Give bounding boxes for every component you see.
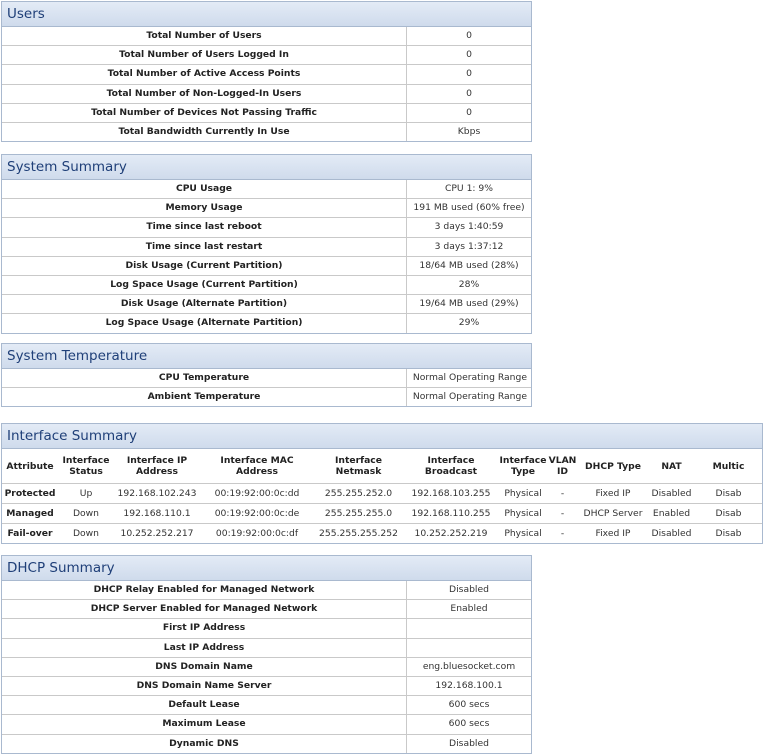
system-summary-row [2, 276, 531, 295]
interface-column-header: Interface MAC Address [200, 449, 314, 484]
system-summary-rows [2, 180, 531, 333]
interface-row [2, 484, 762, 504]
dhcp-summary-rows [2, 581, 531, 753]
interface-cell: Physical [499, 504, 547, 524]
interface-cell: Down [58, 504, 114, 524]
interface-attribute-cell: Managed [2, 504, 58, 524]
interface-column-header: Interface IP Address [114, 449, 200, 484]
interface-cell: Disabled [648, 484, 695, 504]
dhcp-summary-row-label: DNS Domain Name [2, 658, 407, 676]
system-summary-row-label: Memory Usage [2, 199, 407, 217]
interface-attribute-cell: Protected [2, 484, 58, 504]
system-summary-row-label: Disk Usage (Current Partition) [2, 257, 407, 275]
dhcp-summary-row-label: DHCP Relay Enabled for Managed Network [2, 581, 407, 599]
interface-cell: 255.255.252.0 [314, 484, 403, 504]
system-summary-row-label: Log Space Usage (Alternate Partition) [2, 314, 407, 332]
system-summary-row [2, 257, 531, 276]
interface-column-header: VLAN ID [547, 449, 578, 484]
interface-cell: Physical [504, 528, 542, 539]
dhcp-summary-row [2, 677, 531, 696]
dhcp-summary-row-value: Disabled [449, 584, 489, 595]
users-row [2, 104, 531, 123]
interface-table-body [2, 484, 762, 544]
dhcp-summary-title: DHCP Summary [2, 556, 531, 581]
interface-column-header: Interface Broadcast [403, 449, 499, 484]
dhcp-summary-panel [1, 555, 532, 754]
dhcp-summary-row-label: Last IP Address [2, 639, 407, 657]
interface-column-header: DHCP Type [578, 449, 648, 484]
system-summary-row [2, 238, 531, 257]
interface-cell: Fixed IP [578, 484, 648, 504]
users-row [2, 85, 531, 104]
dhcp-summary-row-value: Disabled [449, 737, 489, 749]
dhcp-summary-row-label: Dynamic DNS [2, 735, 407, 753]
interface-cell: Fixed IP [595, 528, 631, 539]
interface-summary-panel [1, 423, 763, 544]
system-temperature-row [2, 369, 531, 388]
dhcp-summary-row [2, 658, 531, 677]
interface-cell: Down [72, 528, 100, 539]
interface-cell: 255.255.255.0 [314, 504, 403, 524]
interface-cell: Disab [715, 528, 742, 539]
dhcp-summary-row-value: 600 secs [448, 699, 490, 711]
system-temperature-row-label: CPU Temperature [2, 369, 407, 387]
dhcp-summary-row-value [407, 639, 531, 657]
system-summary-row [2, 199, 531, 218]
users-row-value: 0 [466, 49, 472, 61]
system-temperature-row-label: Ambient Temperature [2, 388, 407, 406]
system-summary-title: System Summary [2, 155, 531, 180]
interface-cell: - [560, 528, 565, 539]
system-summary-row-value: 28% [458, 278, 480, 290]
users-row-value: 0 [466, 30, 472, 41]
interface-cell: - [547, 504, 578, 524]
system-summary-row-label: CPU Usage [2, 180, 407, 198]
interface-header-row [2, 449, 762, 484]
interface-cell: Enabled [648, 504, 695, 524]
interface-cell: 192.168.103.255 [403, 484, 499, 504]
interface-cell: Disabled [651, 528, 692, 539]
users-row [2, 46, 531, 65]
interface-column-header: Interface Type [499, 449, 547, 484]
system-temperature-row-value: Normal Operating Range [412, 391, 527, 403]
dhcp-summary-row [2, 600, 531, 619]
dhcp-summary-row-label: First IP Address [2, 619, 407, 637]
dhcp-summary-row [2, 735, 531, 753]
system-summary-row-value: 18/64 MB used (28%) [419, 259, 519, 271]
system-temperature-panel [1, 343, 532, 407]
interface-column-header: Multic [695, 449, 762, 484]
users-row-value: Kbps [457, 125, 481, 137]
system-summary-row [2, 218, 531, 237]
interface-cell: 10.252.252.217 [120, 528, 194, 539]
system-temperature-row [2, 388, 531, 406]
interface-table [2, 449, 762, 543]
interface-column-header: Interface Netmask [314, 449, 403, 484]
dhcp-summary-row [2, 715, 531, 734]
users-row-value: 0 [466, 68, 472, 80]
interface-cell: 255.255.255.252 [319, 528, 398, 539]
dhcp-summary-row-value: 192.168.100.1 [435, 679, 503, 691]
system-summary-row-label: Time since last reboot [2, 218, 407, 236]
users-row-value: 0 [466, 106, 472, 118]
interface-column-header: NAT [648, 449, 695, 484]
interface-cell: 192.168.102.243 [114, 484, 200, 504]
system-summary-row-value: 29% [458, 317, 480, 329]
users-row-label: Total Number of Devices Not Passing Traffic [2, 104, 407, 122]
system-summary-panel [1, 154, 532, 334]
users-row-label: Total Number of Non-Logged-In Users [2, 85, 407, 103]
dhcp-summary-row-value [407, 619, 531, 637]
system-summary-row [2, 180, 531, 199]
interface-attribute-cell: Fail-over [7, 528, 53, 539]
system-summary-row-value: 3 days 1:37:12 [434, 240, 504, 252]
system-summary-row [2, 314, 531, 332]
interface-row [2, 504, 762, 524]
system-temperature-rows [2, 369, 531, 406]
system-temperature-title: System Temperature [2, 344, 531, 369]
system-temperature-row-value: Normal Operating Range [412, 372, 527, 383]
system-summary-row-value: 19/64 MB used (29%) [419, 298, 519, 310]
users-row [2, 65, 531, 84]
dhcp-summary-row-value: eng.bluesocket.com [422, 660, 516, 672]
dhcp-summary-row-value: 600 secs [448, 718, 490, 730]
dhcp-summary-row [2, 581, 531, 600]
dhcp-summary-row-label: DNS Domain Name Server [2, 677, 407, 695]
dhcp-summary-row [2, 619, 531, 638]
users-title: Users [2, 2, 531, 27]
interface-cell: DHCP Server [578, 504, 648, 524]
dhcp-summary-row-label: Maximum Lease [2, 715, 407, 733]
interface-cell: 192.168.110.255 [403, 504, 499, 524]
users-row [2, 27, 531, 46]
dhcp-summary-row [2, 639, 531, 658]
system-summary-row-label: Disk Usage (Alternate Partition) [2, 295, 407, 313]
interface-cell: - [547, 484, 578, 504]
dhcp-summary-row [2, 696, 531, 715]
users-row [2, 123, 531, 141]
system-summary-row-value: 3 days 1:40:59 [434, 221, 504, 233]
interface-column-header: Interface Status [58, 449, 114, 484]
interface-cell: 00:19:92:00:0c:dd [200, 484, 314, 504]
system-summary-row-label: Time since last restart [2, 238, 407, 256]
users-panel [1, 1, 532, 142]
interface-column-header: Attribute [2, 449, 58, 484]
users-row-value: 0 [466, 87, 472, 99]
interface-cell: 00:19:92:00:0c:de [200, 504, 314, 524]
dhcp-summary-row-label: Default Lease [2, 696, 407, 714]
users-rows [2, 27, 531, 141]
interface-cell: Physical [499, 484, 547, 504]
system-summary-row-value: CPU 1: 9% [444, 183, 494, 194]
system-summary-row [2, 295, 531, 314]
system-summary-row-label: Log Space Usage (Current Partition) [2, 276, 407, 294]
dhcp-summary-row-label: DHCP Server Enabled for Managed Network [2, 600, 407, 618]
users-row-label: Total Number of Active Access Points [2, 65, 407, 83]
users-row-label: Total Bandwidth Currently In Use [2, 123, 407, 141]
interface-cell: 10.252.252.219 [414, 528, 488, 539]
interface-cell: Disab [695, 484, 762, 504]
interface-cell: 00:19:92:00:0c:df [215, 528, 299, 539]
system-summary-row-value: 191 MB used (60% free) [413, 202, 525, 214]
interface-row [2, 524, 762, 544]
interface-cell: Disab [695, 504, 762, 524]
users-row-label: Total Number of Users Logged In [2, 46, 407, 64]
users-row-label: Total Number of Users [2, 27, 407, 45]
interface-summary-title: Interface Summary [2, 424, 762, 449]
interface-cell: Up [58, 484, 114, 504]
interface-cell: 192.168.110.1 [114, 504, 200, 524]
dhcp-summary-row-value: Enabled [450, 603, 488, 615]
